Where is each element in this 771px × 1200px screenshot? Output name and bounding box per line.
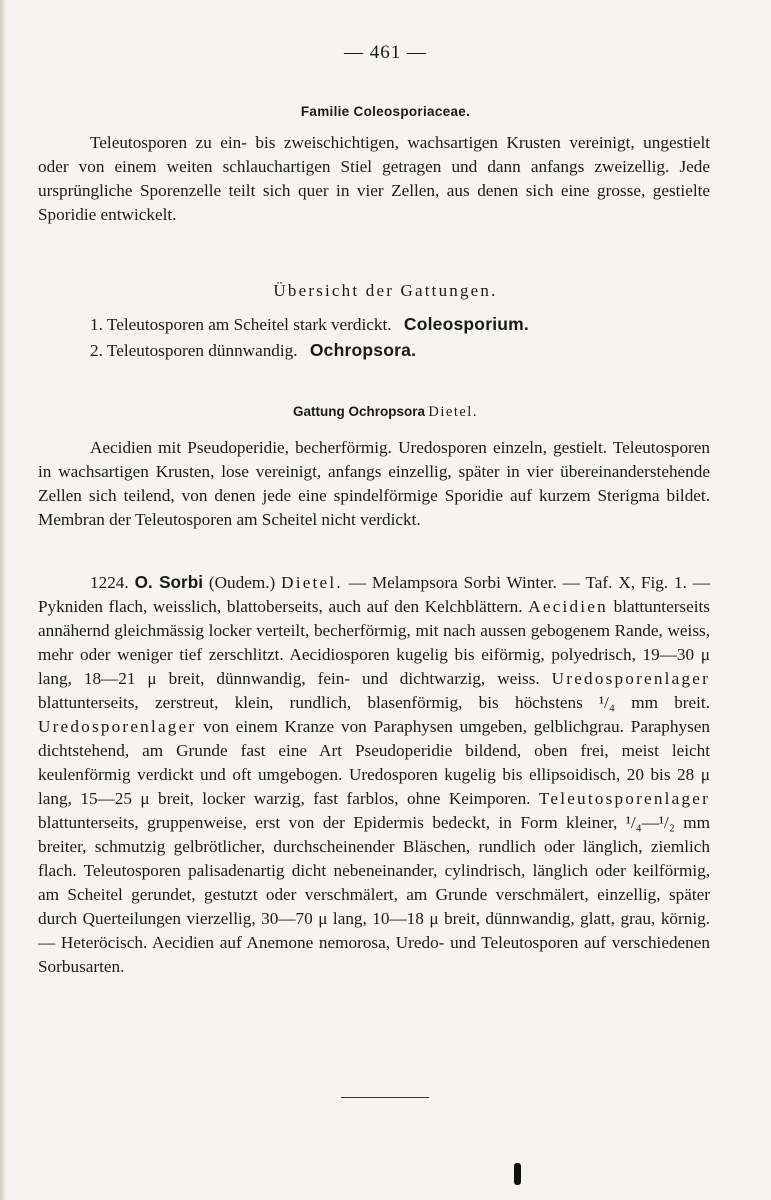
genus-heading [0,404,771,421]
species-text: blattunterseits, zerstreut, klein, rundlich, blasenförmig, bis höchstens ¹/₄ mm breit. [38,693,710,712]
species-text: (Oudem.) [203,573,282,592]
family-heading: Familie Coleosporiaceae. [300,104,471,119]
uredosporenlager-term: Uredosporenlager [551,669,710,688]
species-entry [38,570,710,979]
page-number: — 461 — [344,42,427,63]
species-text: — Melampsora Sorbi Winter. — Taf. X, Fig. 1. — Pykniden flach, weisslich, blattoberseits, auch auf den Kelchblättern. [38,573,710,616]
family-description [38,131,710,227]
genera-key-heading: Übersicht der Gattungen. [273,281,498,300]
species-text: von einem Kranze von Paraphysen umgeben, gelblichgrau. Paraphysen dichtstehend, am Grunde fast eine Art Pseudoperidie bildend, oben frei, meist leicht keulenförmig verdickt und oft umgebogen. Uredosporen kugelig bis ellipsoidisch, 20 bis 28 μ lang, 15—25 μ breit, locker warzig, fast farblos, ohne Keimporen. [38,717,710,808]
genus-description-text: Aecidien mit Pseudoperidie, becherförmig. Uredosporen einzeln, gestielt. Teleutosporen in wachsartigen Krusten, lose vereinigt, anfangs einzellig, später in vier übereinanderstehende Zellen sich teilend, von denen jede eine spindelförmige Sporidie auf kurzem Sterigma bildet. Membran der Teleutosporen am Scheitel nicht verdickt. [38,438,710,529]
key-entry-taxon: Ochropsora. [309,340,417,360]
ink-speck [514,1163,521,1185]
teleutosporenlager-term: Teleutosporenlager [538,789,710,808]
species-text: blattunterseits annähernd gleichmässig locker verteilt, becherförmig, mit nach aussen gebogenem Rande, weiss, mehr oder weniger tief zerschlitzt. Aecidiosporen kugelig bis eiförmig, polyedrisch, 19—30 μ lang, 18—21 μ breit, dünnwandig, fein- und dichtwarzig, weiss. [38,597,710,688]
species-text: blattunterseits, gruppenweise, erst von der Epidermis bedeckt, in Form kleiner, ¹/₄—¹/₂ mm breiter, schmutzig gelbrötlicher, durchscheinender Bläschen, rundlich oder länglich, ziemlich flach. Teleutosporen palisadenartig dicht nebeneinander, cylindrisch, länglich oder keilförmig, am Scheitel gerundet, gestutzt oder verschmälert, am Grunde verschmälert, einzellig, später durch Querteilungen vierzellig, 30—70 μ lang, 10—18 μ breit, dünnwandig, glatt, grau, körnig. — Heteröcisch. Aecidien auf Anemone nemorosa, Uredo- und Teleutosporen auf verschiedenen Sorbusarten. [38,813,710,976]
genus-name: Gattung Ochropsora [293,404,426,419]
key-entry-2 [90,340,416,361]
species-name: O. Sorbi [134,572,204,592]
aecidien-term: Aecidien [528,597,608,616]
species-number: 1224. [90,573,129,592]
genus-description [38,436,710,532]
species-authority: Dietel. [281,573,343,592]
key-entry-taxon: Coleosporium. [403,314,529,334]
page-edge-shadow [0,0,6,1200]
key-entry-number: 2. [90,341,103,360]
key-entry-text: Teleutosporen am Scheitel stark verdickt. [106,315,392,334]
key-entry-1 [90,314,529,335]
uredosporenlager-term: Uredosporenlager [38,717,197,736]
section-end-rule [341,1097,429,1098]
key-entry-text: Teleutosporen dünnwandig. [106,341,298,360]
family-description-text: Teleutosporen zu ein- bis zweischichtigen, wachsartigen Krusten vereinigt, ungestielt oder von einem weiten schlauchartigen Stiel getragen und dann anfangs zweizellig. Jede ursprüngliche Sporenzelle teilt sich quer in vier Zellen, aus denen sich eine grosse, gestielte Sporidie entwickelt. [38,133,710,224]
genus-author: Dietel. [428,404,478,420]
key-entry-number: 1. [90,315,103,334]
